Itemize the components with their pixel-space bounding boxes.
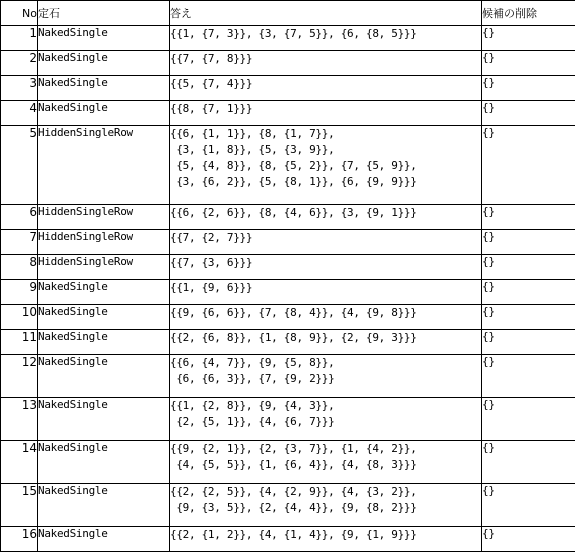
- joseki-name: NakedSingle: [38, 441, 170, 484]
- answer-cell: [170, 355, 482, 398]
- table-row: [1, 484, 575, 527]
- joseki-name: NakedSingle: [38, 51, 170, 76]
- header-row: [1, 1, 575, 26]
- table-row: [1, 305, 575, 330]
- table-row: [1, 398, 575, 441]
- candidate-removal: {}: [482, 441, 575, 484]
- candidate-removal: {}: [482, 255, 575, 280]
- answer-cell: [170, 51, 482, 76]
- table-row: [1, 126, 575, 205]
- answer-line: {2, {5, 1}}, {4, {6, 7}}}: [170, 415, 335, 428]
- candidate-removal: {}: [482, 398, 575, 441]
- row-number: 7: [1, 230, 38, 255]
- table-row: [1, 280, 575, 305]
- candidate-removal: {}: [482, 51, 575, 76]
- candidate-removal: {}: [482, 101, 575, 126]
- answer-cell: [170, 484, 482, 527]
- answer-line: {5, {4, 8}}, {8, {5, 2}}, {7, {5, 9}},: [170, 159, 417, 172]
- joseki-name: NakedSingle: [38, 76, 170, 101]
- table-row: [1, 330, 575, 355]
- answer-line: {{2, {1, 2}}, {4, {1, 4}}, {9, {1, 9}}}: [170, 528, 417, 541]
- joseki-name: NakedSingle: [38, 355, 170, 398]
- answer-line: {{6, {2, 6}}, {8, {4, 6}}, {3, {9, 1}}}: [170, 206, 417, 219]
- row-number: 8: [1, 255, 38, 280]
- joseki-name: NakedSingle: [38, 305, 170, 330]
- answer-cell: [170, 230, 482, 255]
- answer-cell: [170, 76, 482, 101]
- row-number: 14: [1, 441, 38, 484]
- candidate-removal: {}: [482, 126, 575, 205]
- answer-cell: [170, 280, 482, 305]
- answer-cell: [170, 26, 482, 51]
- joseki-name: HiddenSingleRow: [38, 230, 170, 255]
- table-row: [1, 205, 575, 230]
- header-answer: 答え: [170, 1, 482, 26]
- answer-line: {{2, {2, 5}}, {4, {2, 9}}, {4, {3, 2}},: [170, 485, 417, 498]
- answer-line: {9, {3, 5}}, {2, {4, 4}}, {9, {8, 2}}}: [170, 501, 417, 514]
- answer-line: {{5, {7, 4}}}: [170, 77, 253, 90]
- candidate-removal: {}: [482, 330, 575, 355]
- candidate-removal: {}: [482, 230, 575, 255]
- joseki-name: NakedSingle: [38, 330, 170, 355]
- row-number: 4: [1, 101, 38, 126]
- answer-line: {{6, {1, 1}}, {8, {1, 7}},: [170, 127, 335, 140]
- header-no: No: [1, 1, 38, 26]
- row-number: 11: [1, 330, 38, 355]
- answer-line: {{1, {2, 8}}, {9, {4, 3}},: [170, 399, 335, 412]
- candidate-removal: {}: [482, 305, 575, 330]
- answer-line: {{9, {2, 1}}, {2, {3, 7}}, {1, {4, 2}},: [170, 442, 417, 455]
- row-number: 5: [1, 126, 38, 205]
- table-row: [1, 355, 575, 398]
- candidate-removal: {}: [482, 205, 575, 230]
- answer-line: {3, {6, 2}}, {5, {8, 1}}, {6, {9, 9}}}: [170, 175, 417, 188]
- answer-cell: [170, 527, 482, 552]
- row-number: 6: [1, 205, 38, 230]
- row-number: 13: [1, 398, 38, 441]
- candidate-removal: {}: [482, 484, 575, 527]
- table-row: [1, 441, 575, 484]
- joseki-name: NakedSingle: [38, 101, 170, 126]
- answer-line: {{9, {6, 6}}, {7, {8, 4}}, {4, {9, 8}}}: [170, 306, 417, 319]
- answer-cell: [170, 441, 482, 484]
- answer-cell: [170, 101, 482, 126]
- answer-cell: [170, 126, 482, 205]
- answer-cell: [170, 255, 482, 280]
- candidate-removal: {}: [482, 280, 575, 305]
- answer-line: {4, {5, 5}}, {1, {6, 4}}, {4, {8, 3}}}: [170, 458, 417, 471]
- joseki-name: NakedSingle: [38, 527, 170, 552]
- table-row: [1, 51, 575, 76]
- header-joseki: 定石: [38, 1, 170, 26]
- candidate-removal: {}: [482, 26, 575, 51]
- header-candidates: 候補の削除: [482, 1, 575, 26]
- joseki-name: NakedSingle: [38, 398, 170, 441]
- answer-line: {{2, {6, 8}}, {1, {8, 9}}, {2, {9, 3}}}: [170, 331, 417, 344]
- joseki-name: HiddenSingleRow: [38, 255, 170, 280]
- row-number: 16: [1, 527, 38, 552]
- joseki-name: NakedSingle: [38, 280, 170, 305]
- answer-line: {6, {6, 3}}, {7, {9, 2}}}: [170, 372, 335, 385]
- row-number: 1: [1, 26, 38, 51]
- answer-line: {{6, {4, 7}}, {9, {5, 8}},: [170, 356, 335, 369]
- answer-cell: [170, 398, 482, 441]
- table-row: [1, 527, 575, 552]
- joseki-name: NakedSingle: [38, 484, 170, 527]
- answer-line: {{7, {3, 6}}}: [170, 256, 253, 269]
- answer-line: {3, {1, 8}}, {5, {3, 9}},: [170, 143, 335, 156]
- table-row: [1, 255, 575, 280]
- joseki-name: HiddenSingleRow: [38, 205, 170, 230]
- candidate-removal: {}: [482, 355, 575, 398]
- row-number: 9: [1, 280, 38, 305]
- answer-line: {{8, {7, 1}}}: [170, 102, 253, 115]
- row-number: 10: [1, 305, 38, 330]
- table-row: [1, 26, 575, 51]
- answer-cell: [170, 305, 482, 330]
- answer-line: {{1, {7, 3}}, {3, {7, 5}}, {6, {8, 5}}}: [170, 27, 417, 40]
- joseki-name: NakedSingle: [38, 26, 170, 51]
- candidate-removal: {}: [482, 527, 575, 552]
- joseki-name: HiddenSingleRow: [38, 126, 170, 205]
- answer-line: {{7, {7, 8}}}: [170, 52, 253, 65]
- answer-cell: [170, 330, 482, 355]
- table-row: [1, 101, 575, 126]
- table-row: [1, 76, 575, 101]
- row-number: 2: [1, 51, 38, 76]
- answer-line: {{7, {2, 7}}}: [170, 231, 253, 244]
- candidate-removal: {}: [482, 76, 575, 101]
- row-number: 3: [1, 76, 38, 101]
- row-number: 15: [1, 484, 38, 527]
- table-row: [1, 230, 575, 255]
- answer-cell: [170, 205, 482, 230]
- answer-line: {{1, {9, 6}}}: [170, 281, 253, 294]
- row-number: 12: [1, 355, 38, 398]
